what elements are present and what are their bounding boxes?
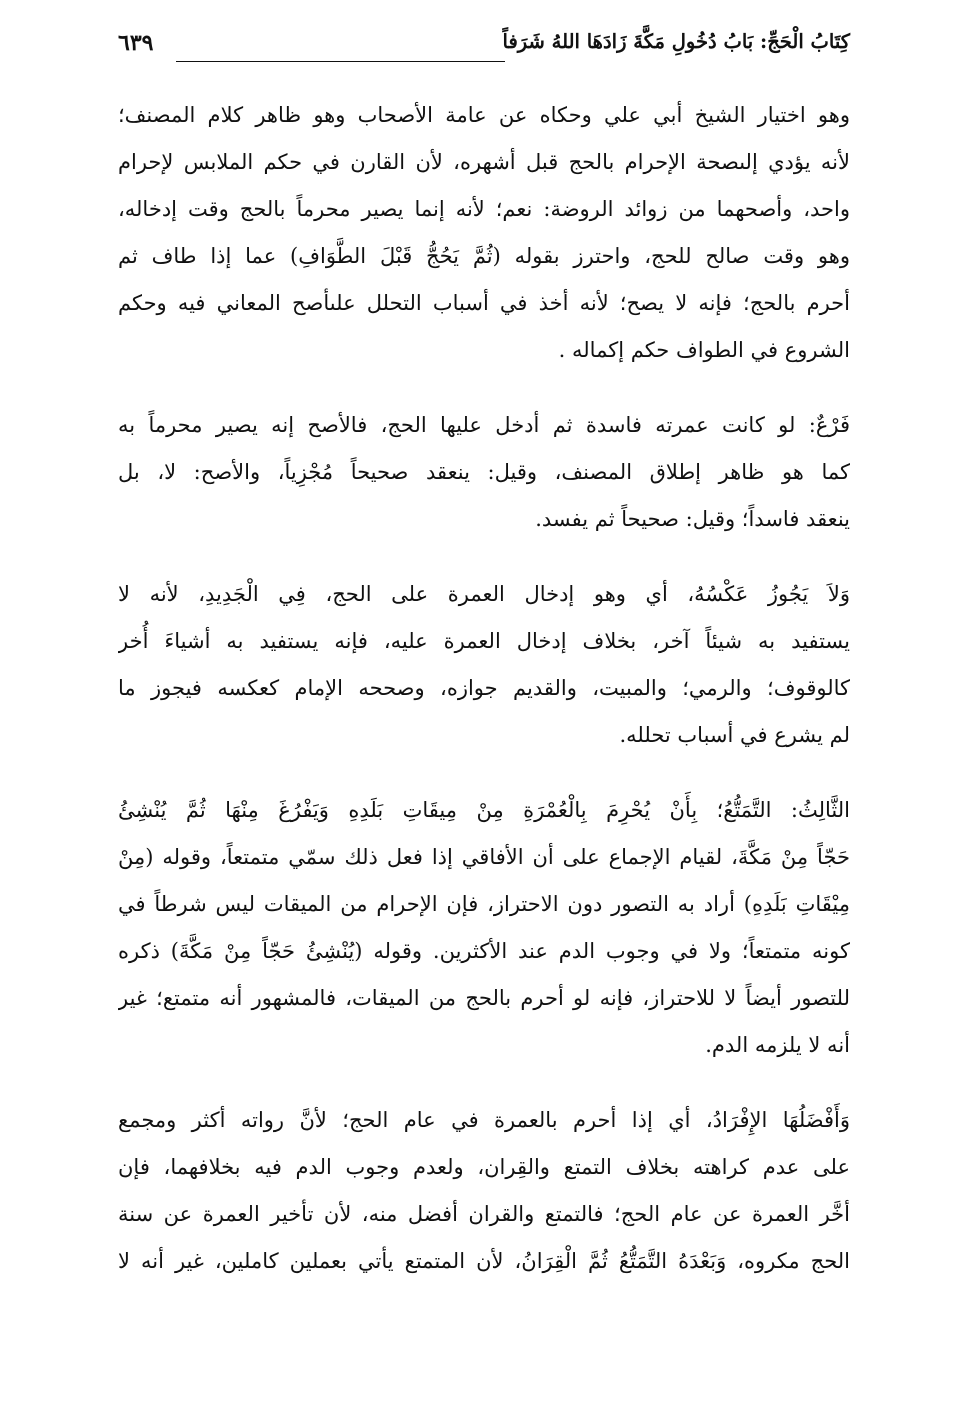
text-line: مِيْقَاتِ بَلَدِهِ) أراد به التصور دون الاحتراز، فإن الإحرام من الميقات ليس شرطاً في [118, 892, 850, 916]
text-line: للتصور أيضاً لا للاحتراز، فإنه لو أحرم بالحج من الميقات، فالمشهور أنه متمتع؛ غير [118, 986, 850, 1010]
text-line: حَجّاً مِنْ مَكَّةَ، لقيام الإجماع على أن الأفاقي إذا فعل ذلك سمّي متمتعاً، وقوله (مِنْ [118, 845, 850, 869]
paragraph-gap [118, 1069, 850, 1097]
text-line: لم يشرع في أسباب تحلله. [619, 723, 850, 747]
text-line: أخَّر العمرة عن عام الحج؛ فالتمتع والقران أفضل منه، لأن تأخير العمرة عن سنة [118, 1202, 850, 1226]
paragraph-gap [118, 374, 850, 402]
text-line: كونه متمتعاً؛ ولا في وجوب الدم عند الأكثرين. وقوله (يُنْشِئُ حَجّاً مِنْ مَكَّةَ) ذكره [118, 939, 850, 963]
paragraph [118, 92, 850, 374]
text-line: وَأَفْضَلُهَا الإِفْرَادُ، أي إذا أحرم بالعمرة في عام الحج؛ لأنَّ رواته أكثر ومجمع [118, 1108, 850, 1132]
paragraph-gap [118, 543, 850, 571]
paragraph [118, 1097, 850, 1285]
text-line: كالوقوف؛ والرمي؛ والمبيت، والقديم جوازه، وصححه الإمام كعكسه فيجوز ما [118, 676, 850, 700]
text-line: الحج مكروه، وَبَعْدَهُ التَّمَتُّعُ ثُمَّ الْقِرَانُ، لأن المتمتع يأتي بعملين كاملين، غير أنه لا [118, 1249, 850, 1273]
page-body [118, 92, 850, 1285]
page-number: ٦٣٩ [118, 30, 154, 56]
text-line: أنه لا يلزمه الدم. [705, 1033, 850, 1057]
text-line: وهو اختيار الشيخ أبي علي وحكاه عن عامة الأصحاب وهو ظاهر كلام المصنف؛ [118, 103, 850, 127]
paragraph [118, 402, 850, 543]
text-line: فَرْعٌ: لو كانت عمرته فاسدة ثم أدخل عليها الحج، فالأصح إنه يصير محرماً به [118, 413, 850, 437]
paragraph [118, 571, 850, 759]
paragraph-gap [118, 759, 850, 787]
text-line: وَلاَ يَجُوزُ عَكْسُهُ، أي وهو إدخال العمرة على الحج، فِي الْجَدِيدِ، لأنه لا [118, 582, 850, 606]
text-line: على عدم كراهته بخلاف التمتع والقِران، ولعدم وجوب الدم فيه بخلافهما، فإن [118, 1155, 850, 1179]
text-line: وهو وقت صالح للحج، واحترز بقوله (ثُمَّ يَحُجُّ قَبْلَ الطَّوَافِ) عما إذا طاف ثم [118, 244, 850, 268]
text-line: أحرم بالحج؛ فإنه لا يصح؛ لأنه أخذ في أسباب التحلل علىأصح المعاني فيه وحكم [118, 291, 850, 315]
text-line: الشروع في الطواف حكم إكماله . [558, 338, 850, 362]
paragraph [118, 787, 850, 1069]
text-line: الثَّالِثُ: التَّمَتُّعُ؛ بِأَنْ يُحْرِمَ بِالْعُمْرَةِ مِنْ مِيقَاتِ بَلَدِهِ وَيَفْرُغَ مِنْهَا ثُمَّ يُنْشِئُ [118, 798, 850, 822]
chapter-title: كِتَابُ الْحَجِّ: بَابُ دُخُولِ مَكَّةَ زَادَهَا اللهُ شَرَفاً [502, 30, 850, 53]
text-line: واحد، وأصحهما من زوائد الروضة: نعم؛ لأنه إنما يصير محرماً بالحج وقت إدخاله، [118, 197, 850, 221]
header-rule [176, 61, 505, 62]
text-line: لأنه يؤدي إلىصحة الإحرام بالحج قبل أشهره، لأن القارن في حكم الملابس لإحرام [118, 150, 850, 174]
text-line: يستفيد به شيئاً آخر، بخلاف إدخال العمرة عليه، فإنه يستفيد به أشياءَ أُخر [118, 629, 850, 653]
text-line: ينعقد فاسداً؛ وقيل: صحيحاً ثم يفسد. [535, 507, 850, 531]
text-line: كما هو ظاهر إطلاق المصنف، وقيل: ينعقد صحيحاً مُجْزِياً، والأصح: لا، بل [118, 460, 850, 484]
running-header [118, 28, 850, 72]
